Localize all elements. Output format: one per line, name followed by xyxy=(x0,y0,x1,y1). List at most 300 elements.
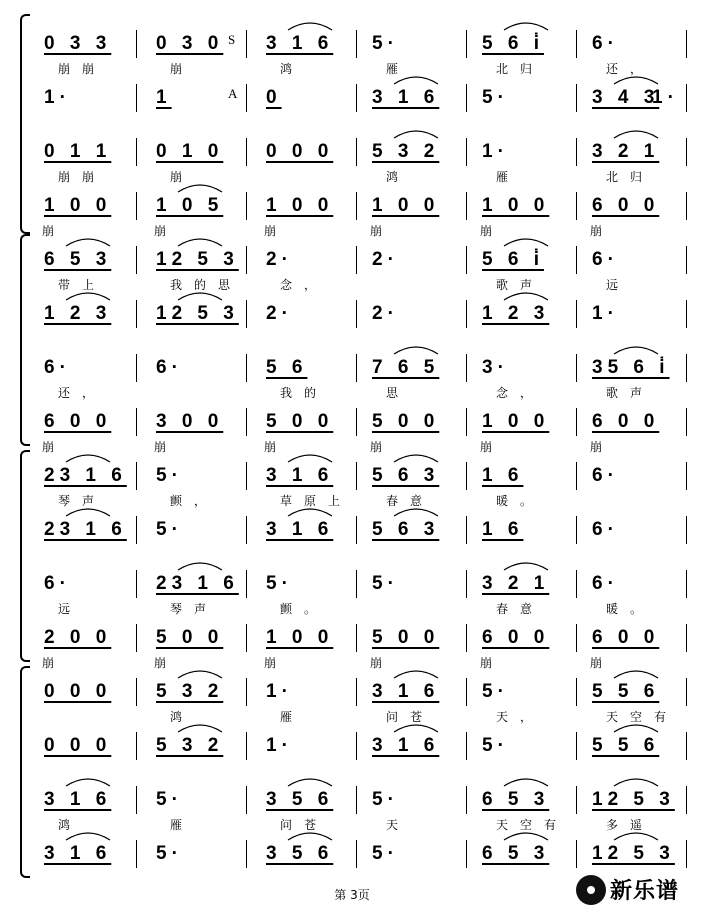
lyric-text: 歌声 xyxy=(496,278,545,292)
barline xyxy=(576,624,577,652)
barline xyxy=(686,732,687,760)
note-group xyxy=(372,304,399,324)
note-text: 1 0 0 xyxy=(482,195,550,216)
note-group xyxy=(266,250,293,270)
barline xyxy=(356,354,357,382)
note-group xyxy=(482,88,509,108)
note-text: 5· xyxy=(482,735,509,756)
lyric-text: 崩 xyxy=(480,440,493,454)
note-group xyxy=(266,736,293,756)
note-group xyxy=(44,250,111,270)
note-text: 3 1 6 xyxy=(266,33,334,54)
slur-mark xyxy=(614,671,658,678)
note-text: 23 1 6 xyxy=(44,519,127,540)
lyric-text: 远 xyxy=(606,278,631,292)
barline xyxy=(136,192,137,220)
barline xyxy=(356,678,357,706)
note-text: 1 0 0 xyxy=(482,411,550,432)
barline xyxy=(246,354,247,382)
note-text: 6· xyxy=(592,519,619,540)
slur-mark xyxy=(178,293,222,300)
note-text: 5· xyxy=(372,573,399,594)
barline xyxy=(576,840,577,868)
note-group xyxy=(372,250,399,270)
note-group xyxy=(44,844,111,864)
lyric-text: 念， xyxy=(280,278,329,292)
barline xyxy=(136,354,137,382)
note-group xyxy=(592,304,619,324)
note-text: 3 5 6 xyxy=(266,789,334,810)
note-text: 2· xyxy=(372,249,399,270)
lyric-text: 崩崩 xyxy=(58,62,107,76)
barline xyxy=(466,84,467,112)
note-group xyxy=(372,142,439,162)
slur-mark xyxy=(504,833,548,840)
note-group xyxy=(266,304,293,324)
note-text: 6· xyxy=(44,573,71,594)
note-group xyxy=(372,412,439,432)
note-group xyxy=(482,628,549,648)
barline xyxy=(356,624,357,652)
lyric-text: 崩 xyxy=(264,656,277,670)
note-group xyxy=(156,304,239,324)
note-group xyxy=(372,790,399,810)
note-text: 5 3 2 xyxy=(156,735,224,756)
barline xyxy=(246,678,247,706)
barline xyxy=(466,786,467,814)
note-text: 3 0 0 xyxy=(156,411,224,432)
slur-mark xyxy=(504,239,548,246)
slur-mark xyxy=(178,563,222,570)
note-group xyxy=(592,88,659,108)
note-text: 5· xyxy=(482,87,509,108)
barline xyxy=(466,192,467,220)
lyric-text: 鸿 xyxy=(170,710,195,724)
note-group xyxy=(266,412,333,432)
barline xyxy=(356,840,357,868)
note-group xyxy=(372,682,439,702)
barline xyxy=(356,462,357,490)
slur-mark xyxy=(288,455,332,462)
note-group xyxy=(592,34,619,54)
note-group xyxy=(44,790,111,810)
barline xyxy=(466,354,467,382)
slur-mark xyxy=(66,293,110,300)
barline xyxy=(246,516,247,544)
note-group xyxy=(266,358,307,378)
note-text: 6· xyxy=(592,249,619,270)
barline xyxy=(686,840,687,868)
note-group xyxy=(482,142,509,162)
barline xyxy=(136,300,137,328)
lyric-text: 崩 xyxy=(154,224,167,238)
note-text: 23 1 6 xyxy=(156,573,239,594)
note-group xyxy=(592,628,659,648)
note-group xyxy=(44,196,111,216)
note-text: 5· xyxy=(372,789,399,810)
note-group xyxy=(592,682,659,702)
barline xyxy=(246,408,247,436)
barline xyxy=(136,840,137,868)
barline xyxy=(356,786,357,814)
note-group xyxy=(372,844,399,864)
barline xyxy=(356,300,357,328)
note-text: 1· xyxy=(266,681,293,702)
note-group xyxy=(372,466,439,486)
barline xyxy=(576,570,577,598)
slur-mark xyxy=(178,239,222,246)
note-text: 3 1 6 xyxy=(372,735,440,756)
note-group xyxy=(482,736,509,756)
lyric-text: 春意 xyxy=(496,602,545,616)
note-text: 5 6 i̇ xyxy=(482,249,544,270)
slur-mark xyxy=(394,725,438,732)
note-text: 3· xyxy=(482,357,509,378)
barline xyxy=(686,516,687,544)
barline xyxy=(356,192,357,220)
note-text: 6· xyxy=(592,573,619,594)
lyric-text: 天 xyxy=(386,818,411,832)
note-group xyxy=(592,574,619,594)
note-text: 5· xyxy=(156,465,183,486)
note-group xyxy=(44,88,71,108)
note-text: 3 1 6 xyxy=(44,789,112,810)
lyric-text: 崩崩 xyxy=(58,170,107,184)
barline xyxy=(136,462,137,490)
lyric-text: 崩 xyxy=(42,440,55,454)
lyric-text: 崩 xyxy=(590,440,603,454)
note-text: 1 xyxy=(156,87,172,108)
note-text: 6 5 3 xyxy=(44,249,112,270)
barline xyxy=(246,840,247,868)
site-logo xyxy=(576,874,679,905)
note-group xyxy=(482,412,549,432)
note-group xyxy=(592,358,670,378)
note-group xyxy=(156,412,223,432)
lyric-text: 暖。 xyxy=(496,494,545,508)
note-text: 12 5 3 xyxy=(592,789,675,810)
note-text: 1· xyxy=(44,87,71,108)
slur-mark xyxy=(394,77,438,84)
barline xyxy=(356,30,357,58)
note-group xyxy=(156,142,223,162)
barline xyxy=(576,678,577,706)
note-group xyxy=(266,142,333,162)
note-text: 5 6 xyxy=(266,357,308,378)
barline xyxy=(686,354,687,382)
page-number: 第 3页 xyxy=(334,888,370,902)
barline xyxy=(466,678,467,706)
note-group xyxy=(156,520,183,540)
barline xyxy=(246,84,247,112)
lyric-text: 崩 xyxy=(480,224,493,238)
barline xyxy=(686,408,687,436)
note-text: 0 0 0 xyxy=(266,141,334,162)
note-text: 1· xyxy=(482,141,509,162)
barline xyxy=(686,570,687,598)
lyric-text: 崩 xyxy=(590,656,603,670)
note-text: 6 0 0 xyxy=(592,195,660,216)
lyric-text: 多遥 xyxy=(606,818,655,832)
note-text: 6· xyxy=(156,357,183,378)
barline xyxy=(246,732,247,760)
slur-mark xyxy=(504,563,548,570)
note-text: 1· xyxy=(592,303,619,324)
lyric-text: 还， xyxy=(58,386,107,400)
barline xyxy=(246,138,247,166)
lyric-text: 我的 xyxy=(280,386,329,400)
note-text: 1· xyxy=(266,735,293,756)
note-text: 12 5 3 xyxy=(156,249,239,270)
slur-mark xyxy=(394,131,438,138)
lyric-text: 草原上 xyxy=(280,494,353,508)
barline xyxy=(246,246,247,274)
note-group xyxy=(372,88,439,108)
barline xyxy=(686,192,687,220)
lyric-text: 崩 xyxy=(42,656,55,670)
barline xyxy=(466,30,467,58)
note-group xyxy=(266,88,282,108)
note-text: 5 0 0 xyxy=(156,627,224,648)
lyric-text: 崩 xyxy=(170,62,195,76)
lyric-text: 崩 xyxy=(590,224,603,238)
barline xyxy=(576,462,577,490)
barline xyxy=(356,516,357,544)
barline xyxy=(686,84,687,112)
note-text: 5· xyxy=(372,843,399,864)
barline xyxy=(466,732,467,760)
lyric-text: 念， xyxy=(496,386,545,400)
barline xyxy=(246,570,247,598)
barline xyxy=(466,462,467,490)
note-group xyxy=(44,628,111,648)
note-group xyxy=(44,304,111,324)
lyric-text: 天， xyxy=(496,710,545,724)
alto-mark: A xyxy=(228,86,238,101)
note-group xyxy=(156,736,223,756)
note-text: 6 5 3 xyxy=(482,789,550,810)
barline xyxy=(246,624,247,652)
slur-mark xyxy=(614,725,658,732)
note-text: 5· xyxy=(156,843,183,864)
slur-mark xyxy=(614,833,658,840)
note-group xyxy=(44,520,127,540)
lyric-text: 崩 xyxy=(154,440,167,454)
slur-mark xyxy=(394,347,438,354)
note-group xyxy=(592,250,619,270)
note-text: 2· xyxy=(266,249,293,270)
note-group xyxy=(44,358,71,378)
lyric-text: 歌声 xyxy=(606,386,655,400)
barline xyxy=(356,570,357,598)
note-text: 0 1 0 xyxy=(156,141,224,162)
note-group xyxy=(156,196,223,216)
lyric-text: 崩 xyxy=(370,656,383,670)
note-group xyxy=(44,574,71,594)
note-text: 3 1 6 xyxy=(44,843,112,864)
slur-mark xyxy=(178,185,222,192)
note-text: 5 6 3 xyxy=(372,519,440,540)
barline xyxy=(136,570,137,598)
barline xyxy=(576,138,577,166)
note-text: 3 1 6 xyxy=(372,681,440,702)
slur-mark xyxy=(66,833,110,840)
note-text: 3 2 1 xyxy=(592,141,660,162)
note-group xyxy=(266,682,293,702)
note-text: 1 6 xyxy=(482,519,524,540)
lyric-text: 鸿 xyxy=(386,170,411,184)
slur-mark xyxy=(394,455,438,462)
note-group xyxy=(592,736,659,756)
slur-mark xyxy=(178,671,222,678)
barline xyxy=(686,246,687,274)
lyric-text: 天空有 xyxy=(496,818,569,832)
slur-mark xyxy=(614,779,658,786)
barline xyxy=(466,570,467,598)
note-group xyxy=(482,196,549,216)
note-group xyxy=(156,466,183,486)
note-text: 5 0 0 xyxy=(372,627,440,648)
note-group xyxy=(156,34,223,54)
lyric-text: 北归 xyxy=(496,62,545,76)
note-text: 3 4 3 xyxy=(592,87,660,108)
lyric-text: 鸿 xyxy=(58,818,83,832)
barline xyxy=(576,30,577,58)
barline xyxy=(466,840,467,868)
barline xyxy=(466,624,467,652)
note-text: 6· xyxy=(592,465,619,486)
note-group xyxy=(156,250,239,270)
barline xyxy=(136,678,137,706)
barline xyxy=(136,624,137,652)
note-text: 1 0 0 xyxy=(372,195,440,216)
lyric-text: 颤， xyxy=(170,494,219,508)
note-text: 5 0 0 xyxy=(372,411,440,432)
barline xyxy=(686,786,687,814)
note-text: 1 0 0 xyxy=(266,627,334,648)
note-group xyxy=(482,790,549,810)
slur-mark xyxy=(66,239,110,246)
note-group xyxy=(44,736,111,756)
barline xyxy=(576,354,577,382)
note-text: 3 1 6 xyxy=(266,465,334,486)
note-text: 5 5 6 xyxy=(592,735,660,756)
slur-mark xyxy=(288,779,332,786)
lyric-text: 颤。 xyxy=(280,602,329,616)
slur-mark xyxy=(66,509,110,516)
barline xyxy=(576,300,577,328)
note-text: 1 6 xyxy=(482,465,524,486)
note-group xyxy=(156,682,223,702)
barline xyxy=(356,732,357,760)
barline xyxy=(576,246,577,274)
note-group xyxy=(592,790,675,810)
lyric-text: 雁 xyxy=(496,170,521,184)
note-group xyxy=(592,520,619,540)
note-group xyxy=(372,628,439,648)
barline xyxy=(356,246,357,274)
slur-mark xyxy=(288,23,332,30)
barline xyxy=(466,138,467,166)
note-text: 5 6 i̇ xyxy=(482,33,544,54)
note-text: 5· xyxy=(482,681,509,702)
barline xyxy=(136,786,137,814)
barline xyxy=(246,300,247,328)
note-text: 2· xyxy=(372,303,399,324)
note-group xyxy=(482,844,549,864)
note-group xyxy=(482,358,509,378)
note-text: 1 0 5 xyxy=(156,195,224,216)
note-group xyxy=(652,88,679,108)
note-group xyxy=(156,358,183,378)
barline xyxy=(136,138,137,166)
lyric-text: 春意 xyxy=(386,494,435,508)
barline xyxy=(686,138,687,166)
note-text: 7 6 5 xyxy=(372,357,440,378)
note-text: 5 3 2 xyxy=(372,141,440,162)
barline xyxy=(576,786,577,814)
lyric-text: 带上 xyxy=(58,278,107,292)
lyric-text: 鸿 xyxy=(280,62,305,76)
slur-mark xyxy=(288,833,332,840)
slur-mark xyxy=(614,131,658,138)
note-group xyxy=(372,358,439,378)
lyric-text: 问苍 xyxy=(280,818,329,832)
note-group xyxy=(266,628,333,648)
note-text: 0 xyxy=(266,87,282,108)
barline xyxy=(576,84,577,112)
note-group xyxy=(156,628,223,648)
note-text: 12 5 3 xyxy=(592,843,675,864)
slur-mark xyxy=(394,671,438,678)
note-text: 6 0 0 xyxy=(44,411,112,432)
note-group xyxy=(482,250,544,270)
slur-mark xyxy=(66,455,110,462)
note-group xyxy=(372,196,439,216)
note-group xyxy=(372,34,399,54)
barline xyxy=(246,462,247,490)
note-group xyxy=(372,736,439,756)
note-text: 35 6 i̇ xyxy=(592,357,670,378)
note-group xyxy=(266,520,333,540)
note-group xyxy=(592,466,619,486)
lyric-text: 我的思 xyxy=(170,278,243,292)
note-text: 0 1 1 xyxy=(44,141,112,162)
note-group xyxy=(44,142,111,162)
note-group xyxy=(44,412,111,432)
lyric-text: 远 xyxy=(58,602,83,616)
barline xyxy=(686,300,687,328)
barline xyxy=(356,408,357,436)
lyric-text: 崩 xyxy=(264,224,277,238)
lyric-text: 崩 xyxy=(370,440,383,454)
slur-mark xyxy=(614,347,658,354)
slur-mark xyxy=(66,779,110,786)
barline xyxy=(466,246,467,274)
lyric-text: 崩 xyxy=(42,224,55,238)
lyric-text: 思 xyxy=(386,386,411,400)
note-text: 1· xyxy=(652,87,679,108)
note-text: 6 5 3 xyxy=(482,843,550,864)
vinyl-record-icon xyxy=(576,875,606,905)
barline xyxy=(466,300,467,328)
barline xyxy=(136,732,137,760)
note-group xyxy=(592,142,659,162)
note-group xyxy=(482,520,523,540)
note-text: 5 0 0 xyxy=(266,411,334,432)
barline xyxy=(356,138,357,166)
note-text: 12 5 3 xyxy=(156,303,239,324)
